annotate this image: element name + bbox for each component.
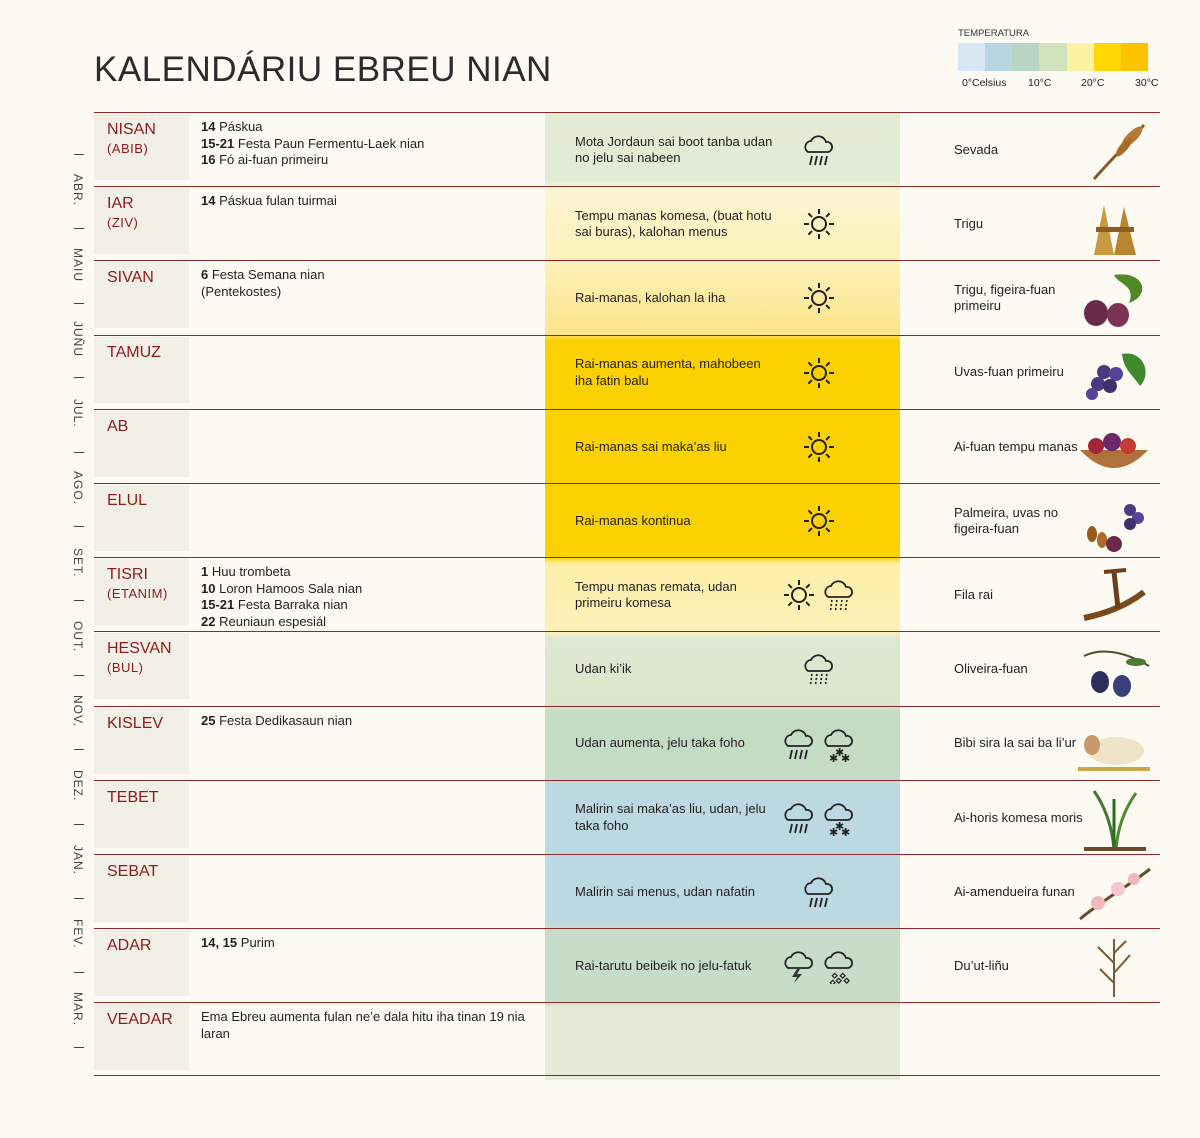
month-name: ELUL	[107, 492, 148, 509]
axis-month-label: JAN.	[71, 844, 85, 875]
drizzle-cloud-icon	[821, 577, 857, 613]
festivals-cell	[201, 267, 536, 300]
hebrew-month	[94, 782, 189, 848]
event-line	[201, 713, 536, 730]
climate-cell	[575, 113, 775, 187]
event-name: Festa Barraka nian	[237, 597, 348, 613]
event-name: Festa Semana nian	[211, 267, 325, 283]
legend-swatch	[985, 43, 1012, 71]
snow-cloud-icon	[821, 726, 857, 762]
month-name: IAR	[107, 195, 134, 213]
hebrew-month	[94, 930, 189, 996]
hebrew-month	[94, 559, 189, 625]
calendar-row	[94, 557, 1160, 631]
event-line	[201, 1009, 536, 1042]
axis-month-label: NOV.	[71, 694, 85, 728]
calendar-table	[94, 112, 1160, 1080]
crop-text: Fila rai	[954, 586, 994, 602]
axis-tick	[74, 675, 84, 676]
sun-icon	[801, 503, 837, 539]
month-alt-name: (ETANIM)	[107, 586, 168, 602]
month-name: NISAN	[107, 121, 156, 138]
legend-color-bar	[958, 43, 1148, 71]
weather-icons	[774, 484, 864, 558]
crop-cell	[954, 261, 1084, 335]
hebrew-month	[94, 856, 189, 922]
event-day: 15-21	[201, 597, 235, 613]
sprouting-plants-icon	[1074, 785, 1154, 851]
month-name: SIVAN	[107, 269, 154, 287]
hebrew-month	[94, 1004, 189, 1070]
weather-icons	[774, 261, 864, 335]
axis-tick	[74, 898, 84, 899]
climate-cell	[575, 855, 775, 929]
calendar-row	[94, 335, 1160, 409]
legend-label: 20°C	[1081, 77, 1105, 89]
event-name: Reuniaun espesiál	[219, 613, 327, 629]
flax-icon	[1074, 933, 1154, 999]
legend-labels	[958, 77, 1168, 91]
crop-cell	[954, 187, 1084, 261]
svg-text:✱: ✱	[835, 745, 845, 759]
calendar-row	[94, 409, 1160, 483]
crop-text: Bibi sira la sai ba li’ur	[954, 735, 1077, 751]
axis-tick	[74, 1047, 84, 1048]
month-name: AB	[107, 417, 129, 435]
climate-text: Rai-manas sai maka’as liu	[575, 438, 727, 454]
climate-text: Mota Jordaun sai boot tanba udan no jelu sai nabeen	[575, 133, 773, 165]
climate-cell	[575, 261, 775, 335]
festivals-cell	[201, 564, 536, 630]
calendar-row	[94, 631, 1160, 705]
axis-tick	[74, 526, 84, 527]
axis-month-label: MAR.	[71, 991, 85, 1026]
event-name: Purim	[240, 935, 275, 951]
axis-month-label: AGO.	[71, 470, 85, 505]
weather-icons	[774, 187, 864, 261]
page-title: KALENDÁRIU EBREU NIAN	[94, 50, 552, 89]
crop-text: Ai-fuan tempu manas	[954, 438, 1078, 454]
month-name: VEADAR	[107, 1011, 173, 1029]
month-name: TEBET	[107, 788, 159, 806]
climate-cell	[575, 707, 775, 781]
crop-cell	[954, 484, 1084, 558]
event-name: (Pentekostes)	[201, 283, 282, 299]
weather-icons	[774, 632, 864, 706]
calendar-row	[94, 928, 1160, 1002]
event-line	[201, 581, 536, 598]
thunder-cloud-icon	[781, 948, 817, 984]
axis-month-label: ABR.	[71, 174, 85, 207]
climate-cell	[575, 558, 775, 632]
almond-blossom-icon	[1074, 859, 1154, 925]
month-name: TISRI	[107, 566, 148, 584]
axis-month-label: FEV.	[71, 919, 85, 949]
axis-tick	[74, 303, 84, 304]
climate-cell	[575, 187, 775, 261]
event-line	[201, 193, 536, 210]
sun-icon	[801, 206, 837, 242]
event-name: Loron Hamoos Sala nian	[219, 580, 363, 596]
festivals-cell	[201, 193, 536, 210]
climate-cell	[575, 781, 775, 855]
weather-icons	[774, 707, 864, 781]
weather-icons	[774, 855, 864, 929]
calendar-row	[94, 186, 1160, 260]
fruit-basket-icon	[1074, 414, 1154, 480]
plow-icon	[1074, 562, 1154, 628]
event-day: 25	[201, 712, 216, 728]
crop-text: Palmeira, uvas no figeira-fuan	[954, 504, 1059, 536]
figs-icon	[1074, 265, 1154, 331]
olives-icon	[1074, 636, 1154, 702]
climate-text: Rai-tarutu beibeik no jelu-fatuk	[575, 957, 752, 973]
month-name: ADAR	[107, 937, 152, 955]
climate-cell	[575, 336, 775, 410]
crop-cell	[954, 410, 1084, 484]
crop-cell	[954, 1003, 1084, 1077]
sun-icon	[801, 429, 837, 465]
climate-text: Tempu manas komesa, (buat hotu sai buras), kalohan menus	[575, 207, 772, 240]
calendar-row	[94, 112, 1160, 186]
month-alt-name: (BUL)	[107, 660, 144, 676]
legend-swatch	[1012, 43, 1039, 71]
drizzle-cloud-icon	[801, 651, 837, 687]
climate-text: Rai-manas kontinua	[575, 512, 691, 528]
axis-month-label: DEZ.	[71, 769, 85, 802]
temperature-legend	[958, 28, 1168, 91]
event-name: Ema Ebreu aumenta fulan ne’e dala hitu iha tinan 19 nia laran	[201, 1009, 525, 1041]
event-day: 1	[201, 564, 209, 580]
festivals-cell	[201, 713, 536, 730]
calendar-row	[94, 483, 1160, 557]
event-line	[201, 935, 536, 952]
axis-month-label: SET.	[71, 547, 85, 577]
calendar-row	[94, 854, 1160, 928]
axis-month-label: OUT.	[71, 620, 85, 653]
hebrew-month	[94, 633, 189, 699]
festivals-cell	[201, 1009, 536, 1042]
axis-tick	[74, 452, 84, 453]
hebrew-month	[94, 262, 189, 328]
climate-text: Rai-manas, kalohan la iha	[575, 290, 726, 306]
event-line	[201, 136, 536, 153]
axis-tick	[74, 377, 84, 378]
month-name: SEBAT	[107, 863, 159, 880]
crop-text: Trigu, figeira-fuan primeiru	[954, 281, 1056, 314]
event-day: 14	[201, 119, 216, 134]
sun-icon	[801, 355, 837, 391]
legend-swatch	[1067, 43, 1094, 71]
crop-cell	[954, 558, 1084, 632]
hail-cloud-icon	[821, 948, 857, 984]
legend-swatch	[1039, 43, 1066, 71]
event-line	[201, 152, 536, 169]
calendar-row	[94, 780, 1160, 854]
event-name: Páskua	[219, 119, 263, 134]
weather-icons	[774, 1003, 864, 1077]
crop-text: Trigu	[954, 215, 984, 231]
axis-month-label: MAIU	[71, 247, 85, 282]
rain-cloud-icon	[781, 800, 817, 836]
climate-text: Malirin sai menus, udan nafatin	[575, 883, 755, 899]
legend-title: TEMPERATURA	[958, 28, 1030, 39]
rain-cloud-icon	[801, 874, 837, 910]
month-alt-name: (ZIV)	[107, 215, 139, 231]
month-alt-name: (ABIB)	[107, 141, 149, 156]
crop-text: Ai-amendueira funan	[954, 883, 1075, 899]
rain-cloud-icon	[781, 726, 817, 762]
crop-text: Sevada	[954, 141, 999, 157]
snow-cloud-icon	[821, 800, 857, 836]
hebrew-month	[94, 337, 189, 403]
event-line	[201, 267, 536, 284]
climate-text: Udan ki’ik	[575, 661, 632, 677]
rain-cloud-icon	[801, 132, 837, 168]
grapes-icon	[1074, 340, 1154, 406]
climate-text: Udan aumenta, jelu taka foho	[575, 735, 745, 751]
legend-swatch	[958, 43, 985, 71]
event-name: Festa Paun Fermentu-Laek nian	[237, 135, 425, 151]
svg-text:✱: ✱	[841, 751, 851, 762]
crop-cell	[954, 632, 1084, 706]
weather-icons	[774, 929, 864, 1003]
event-line	[201, 614, 536, 631]
calendar-row	[94, 1002, 1160, 1076]
sun-icon	[781, 577, 817, 613]
event-line	[201, 597, 536, 614]
hebrew-month	[94, 485, 189, 551]
climate-cell	[575, 1003, 775, 1077]
legend-label: 30°C	[1135, 77, 1159, 89]
month-name: TAMUZ	[107, 343, 161, 361]
svg-text:✱: ✱	[829, 751, 839, 762]
event-day: 6	[201, 267, 209, 283]
hebrew-month	[94, 188, 189, 254]
crop-text: Uvas-fuan primeiru	[954, 364, 1064, 380]
sun-icon	[801, 280, 837, 316]
crop-text: Ai-horis komesa moris	[954, 809, 1083, 825]
crop-cell	[954, 781, 1084, 855]
event-name: Páskua fulan tuirmai	[219, 193, 337, 209]
event-line	[201, 564, 536, 581]
festivals-cell	[201, 935, 536, 952]
event-line	[201, 284, 536, 301]
hebrew-month	[94, 114, 189, 180]
weather-icons	[774, 781, 864, 855]
svg-text:✱: ✱	[829, 825, 839, 836]
wheat-sheaf-icon	[1074, 191, 1154, 257]
hebrew-month	[94, 411, 189, 477]
crop-cell	[954, 929, 1084, 1003]
weather-icons	[774, 113, 864, 187]
weather-icons	[774, 410, 864, 484]
climate-cell	[575, 410, 775, 484]
event-day: 10	[201, 580, 216, 596]
hebrew-month	[94, 708, 189, 774]
weather-icons	[774, 336, 864, 410]
axis-month-label: JUL.	[71, 399, 85, 428]
event-line	[201, 119, 536, 136]
climate-cell	[575, 632, 775, 706]
crop-cell	[954, 855, 1084, 929]
gregorian-month-axis	[62, 112, 92, 1082]
crop-cell	[954, 707, 1084, 781]
climate-text: Tempu manas remata, udan primeiru komesa	[575, 578, 737, 611]
axis-tick	[74, 600, 84, 601]
legend-swatch	[1094, 43, 1121, 71]
event-name: Fó ai-fuan primeiru	[219, 152, 329, 167]
svg-text:✱: ✱	[841, 825, 851, 836]
axis-month-label: JUÑU	[71, 320, 85, 357]
month-name: HESVAN	[107, 640, 172, 658]
climate-text: Malirin sai maka’as liu, udan, jelu taka foho	[575, 801, 766, 833]
climate-cell	[575, 929, 775, 1003]
crop-cell	[954, 113, 1084, 187]
event-name: Huu trombeta	[211, 564, 291, 580]
sheep-icon	[1074, 711, 1154, 777]
event-name: Festa Dedikasaun nian	[219, 712, 353, 728]
axis-tick	[74, 749, 84, 750]
dates-grapes-icon	[1074, 488, 1154, 554]
event-day: 14	[201, 193, 216, 209]
event-day: 15-21	[201, 135, 235, 151]
barley-icon	[1074, 117, 1154, 183]
axis-tick	[74, 228, 84, 229]
event-day: 22	[201, 613, 216, 629]
event-day: 14, 15	[201, 935, 238, 951]
month-name: KISLEV	[107, 714, 164, 732]
calendar-row	[94, 706, 1160, 780]
climate-text: Rai-manas aumenta, mahobeen iha fatin balu	[575, 356, 761, 388]
crop-cell	[954, 336, 1084, 410]
weather-icons	[774, 558, 864, 632]
axis-tick	[74, 972, 84, 973]
axis-tick	[74, 824, 84, 825]
calendar-row	[94, 260, 1160, 334]
festivals-cell	[201, 119, 536, 169]
legend-label: 10°C	[1028, 77, 1052, 89]
event-day: 16	[201, 152, 216, 167]
svg-text:✱: ✱	[835, 819, 845, 833]
crop-text: Du’ut-liñu	[954, 957, 1009, 973]
legend-label: 0°Celsius	[962, 77, 1007, 89]
legend-swatch	[1121, 43, 1148, 71]
axis-tick	[74, 154, 84, 155]
climate-cell	[575, 484, 775, 558]
crop-text: Oliveira-fuan	[954, 661, 1028, 677]
